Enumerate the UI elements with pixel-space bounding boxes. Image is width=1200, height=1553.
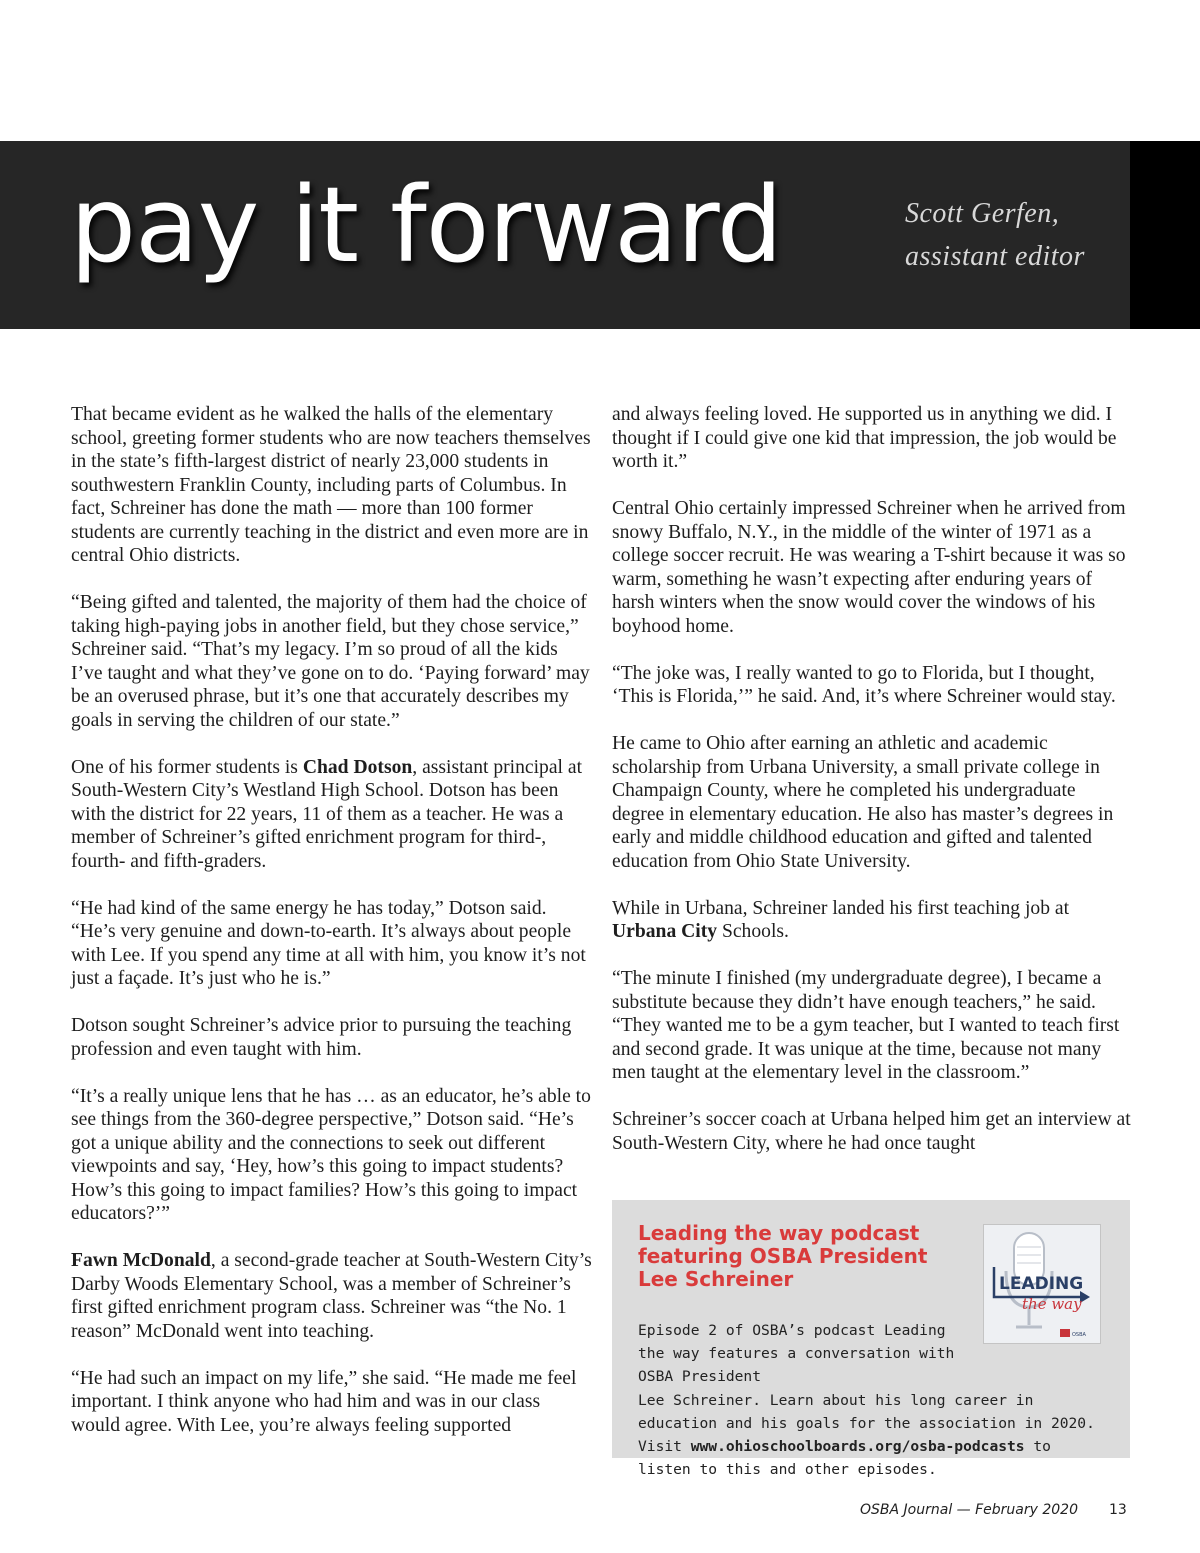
paragraph-text: , a second-grade teacher at South-Western City’s Darby Woods Elementary School, was a member of Schreiner’s first gifted enrichment program class. Schreiner was “the No. 1 reason” McDonald went into teaching. bbox=[71, 1250, 592, 1342]
paragraph: “The joke was, I really wanted to go to Florida, but I thought, ‘This is Florida,’” he said. And, it’s where Schreiner would stay. bbox=[612, 662, 1116, 707]
paragraph-text: While in Urbana, Schreiner landed his first teaching job at bbox=[612, 897, 1070, 919]
paragraph: “The minute I finished (my undergraduate degree), I became a substitute because they didn’t have enough teachers,” he said. “They wanted me to be a gym teacher, but I wanted to teach first and second grade. It was unique at the time, because not many men taught at the elementary level in the classroom.” bbox=[612, 968, 1120, 1083]
article-column-right bbox=[612, 403, 1132, 1179]
byline-name: Scott Gerfen, bbox=[905, 198, 1060, 229]
person-name: Fawn McDonald bbox=[71, 1250, 211, 1271]
paragraph: “He had such an impact on my life,” she said. “He made me feel important. I think anyone who had him and was in our class would agree. With Lee, you’re always feeling supported bbox=[71, 1367, 577, 1436]
district-name: Urbana City bbox=[612, 921, 718, 942]
paragraph-text: One of his former students is bbox=[71, 756, 303, 778]
sidebar-body bbox=[638, 1319, 1108, 1481]
sidebar-body-text: Episode 2 of OSBA’s podcast Leading the way features a conversation with OSBA President bbox=[638, 1322, 955, 1386]
page-number: 13 bbox=[1109, 1502, 1127, 1518]
article-title: pay it forward bbox=[70, 164, 782, 286]
paragraph bbox=[612, 897, 1132, 944]
logo-word-the-way: the way bbox=[1022, 1295, 1082, 1313]
paragraph-text: , assistant principal at South-Western City’s Westland High School. Dotson has been with the district for 22 years, 11 of them as a teacher. He was a member of Schreiner’s gifted enrichment program for third-, fourth- and fifth-graders. bbox=[71, 756, 583, 872]
sidebar-title: Leading the way podcast featuring OSBA President Lee Schreiner bbox=[638, 1221, 928, 1291]
paragraph: “It’s a really unique lens that he has … as an educator, he’s able to see things from the 360-degree perspective,” Dotson said. “He’s got a unique ability and the connections to seek out different viewpoints and say, ‘Hey, how’s this going to impact students? How’s this going to impact families? How’s this going to impact educators?’” bbox=[71, 1085, 591, 1224]
podcast-link[interactable]: www.ohioschoolboards.org/osba-podcasts bbox=[690, 1438, 1025, 1456]
paragraph: That became evident as he walked the halls of the elementary school, greeting former students who are now teachers themselves in the state’s fifth-largest district of nearly 23,000 students in southwestern Franklin County, including parts of Columbus. In fact, Schreiner has done the math — more than 100 former students are currently teaching in the district and even more are in central Ohio districts. bbox=[71, 404, 591, 566]
paragraph bbox=[71, 756, 593, 874]
sidebar-body-text: to listen to this and other episodes. bbox=[638, 1438, 1051, 1479]
paragraph: “Being gifted and talented, the majority of them had the choice of taking high-paying jobs in another field, but they chose service,” Schreiner said. “That’s my legacy. I’m so proud of all the kids I’ve taught and what they’ve gone on to do. ‘Paying forward’ may be an overused phrase, but it’s one that accurately describes my goals in serving the children of our state.” bbox=[71, 592, 590, 731]
paragraph: Central Ohio certainly impressed Schreiner when he arrived from snowy Buffalo, N.Y., in the middle of the winter of 1971 as a college soccer recruit. He was wearing a T-shirt because it was so warm, something he wasn’t expecting after enduring years of harsh winters when the snow would cover the windows of his boyhood home. bbox=[612, 498, 1126, 637]
paragraph-text: Schools. bbox=[717, 921, 789, 942]
logo-badge: OSBA bbox=[1072, 1332, 1086, 1338]
byline-role: assistant editor bbox=[905, 241, 1085, 272]
paragraph: and always feeling loved. He supported us in anything we did. I thought if I could give one kid that impression, the job would be worth it.” bbox=[612, 404, 1117, 472]
paragraph: Schreiner’s soccer coach at Urbana helped him get an interview at South-Western City, where he had once taught bbox=[612, 1109, 1131, 1154]
article-column-left bbox=[71, 403, 593, 1461]
title-banner-edge bbox=[1130, 141, 1200, 329]
byline bbox=[905, 192, 1105, 278]
paragraph: “He had kind of the same energy he has today,” Dotson said. “He’s very genuine and down-to-earth. It’s always about people with Lee. If you spend any time at all with him, you know it’s not just a façade. It’s just who he is.” bbox=[71, 897, 586, 989]
logo-word-leading: LEADING bbox=[999, 1274, 1084, 1294]
paragraph: Dotson sought Schreiner’s advice prior to pursuing the teaching profession and even taught with him. bbox=[71, 1015, 572, 1060]
person-name: Chad Dotson bbox=[302, 756, 413, 778]
paragraph bbox=[71, 1249, 593, 1343]
paragraph: He came to Ohio after earning an athletic and academic scholarship from Urbana University, a small private college in Champaign County, where he completed his undergraduate degree in elementary education. He also has master’s degrees in early and middle childhood education and gifted and talented education from Ohio State University. bbox=[612, 733, 1114, 872]
podcast-sidebar bbox=[612, 1200, 1130, 1479]
footer-publication: OSBA Journal — February 2020 bbox=[860, 1502, 1078, 1518]
sidebar-body-text: Lee Schreiner. Learn about his long career in education and his goals for the association in 2020. Visit bbox=[638, 1391, 1095, 1456]
